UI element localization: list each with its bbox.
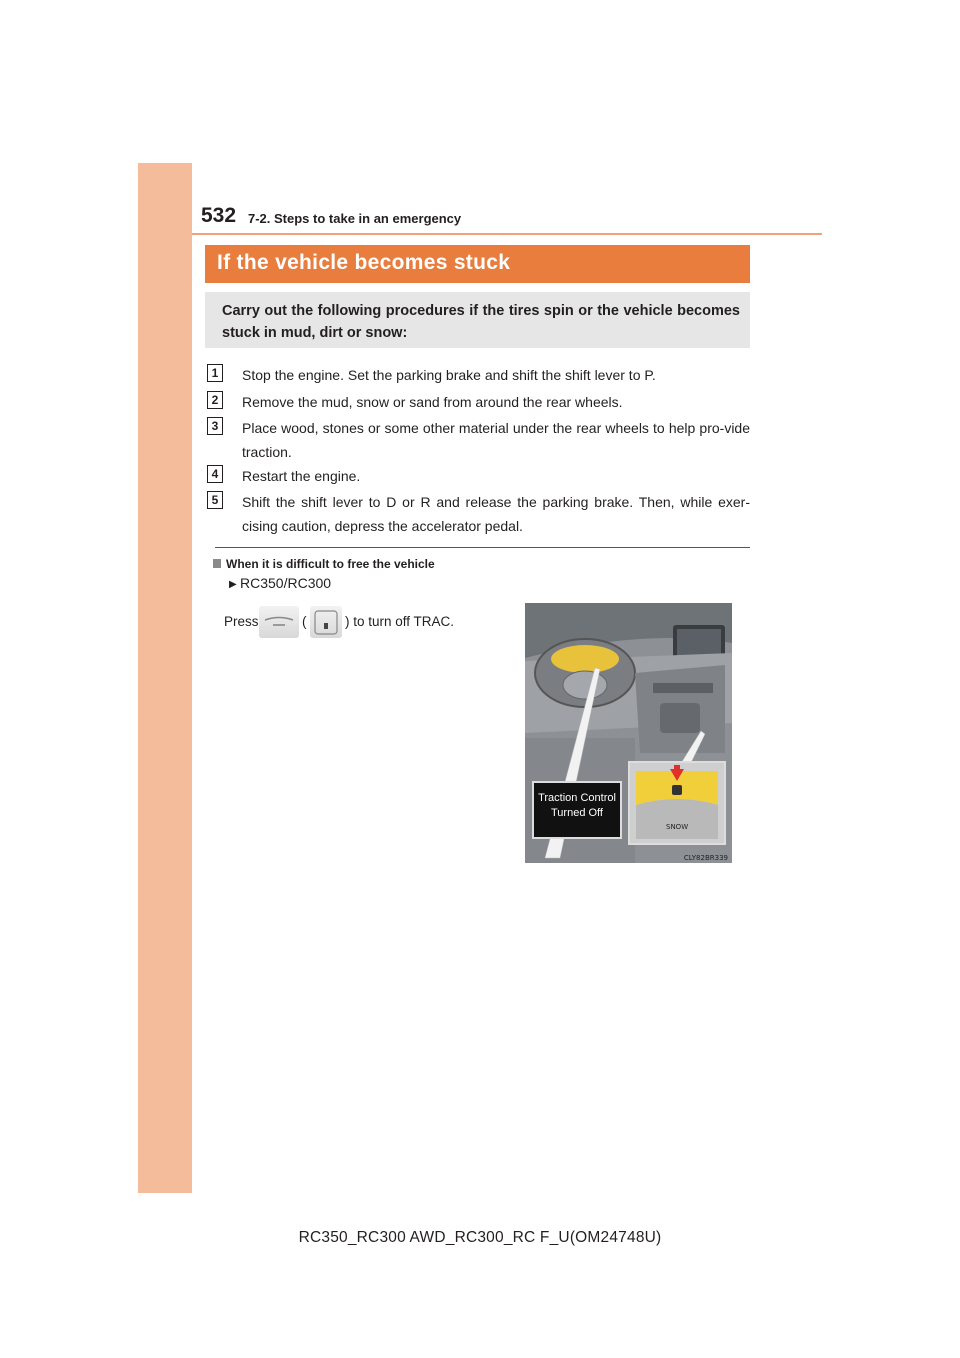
- snow-switch-icon: [310, 606, 342, 638]
- step-text: Restart the engine.: [242, 468, 361, 484]
- traction-control-callout: [532, 781, 622, 839]
- callout-line-1: Traction Control: [538, 792, 616, 804]
- callout-line-2: Turned Off: [551, 807, 603, 819]
- subsection-rule: [215, 547, 750, 548]
- section-title-bar: [205, 245, 750, 283]
- figure-caption: CLY82BR339: [683, 854, 728, 862]
- step-number-badge: 5: [207, 491, 223, 509]
- step-number-badge: 3: [207, 417, 223, 435]
- step-number-badge: 2: [207, 391, 223, 409]
- square-bullet-icon: [213, 559, 221, 568]
- step-text: Shift the shift lever to D or R and release the parking brake. Then, while exer-cising caution, depress the accelerator pedal.: [242, 494, 750, 534]
- section-label: 7-2. Steps to take in an emergency: [248, 211, 462, 226]
- section-title: If the vehicle becomes stuck: [217, 251, 511, 274]
- header-rule: [192, 233, 822, 235]
- snow-label: SNOW: [666, 823, 689, 831]
- page-number: 532: [201, 204, 237, 227]
- footer-model-code: RC350_RC300 AWD_RC300_RC F_U(OM24748U): [298, 1229, 662, 1246]
- triangle-right-icon: ▶: [229, 579, 237, 590]
- trac-off-switch-icon: [259, 606, 299, 638]
- model-label: RC350/RC300: [240, 575, 332, 591]
- press-open-paren: (: [302, 614, 307, 629]
- switch-zoom-inset: [628, 761, 726, 845]
- step-text: Place wood, stones or some other material under the rear wheels to help pro-vide traction.: [242, 420, 750, 460]
- intro-text: Carry out the following procedures if the tires spin or the vehicle becomes stuck in mud, dirt or snow:: [222, 303, 740, 341]
- dashboard-illustration: [525, 603, 732, 863]
- step-text: Remove the mud, snow or sand from around the rear wheels.: [242, 394, 623, 410]
- intro-box: [205, 292, 750, 348]
- press-suffix: ) to turn off TRAC.: [345, 614, 455, 629]
- step-number-badge: 4: [207, 465, 223, 483]
- switch-zoom-drawing: [630, 763, 724, 843]
- side-tab-band: [138, 163, 192, 1193]
- step-number-badge: 1: [207, 364, 223, 382]
- press-prefix: Press: [224, 614, 259, 629]
- step-text: Stop the engine. Set the parking brake and shift the shift lever to P.: [242, 367, 656, 383]
- note-heading: When it is difficult to free the vehicle: [226, 557, 435, 571]
